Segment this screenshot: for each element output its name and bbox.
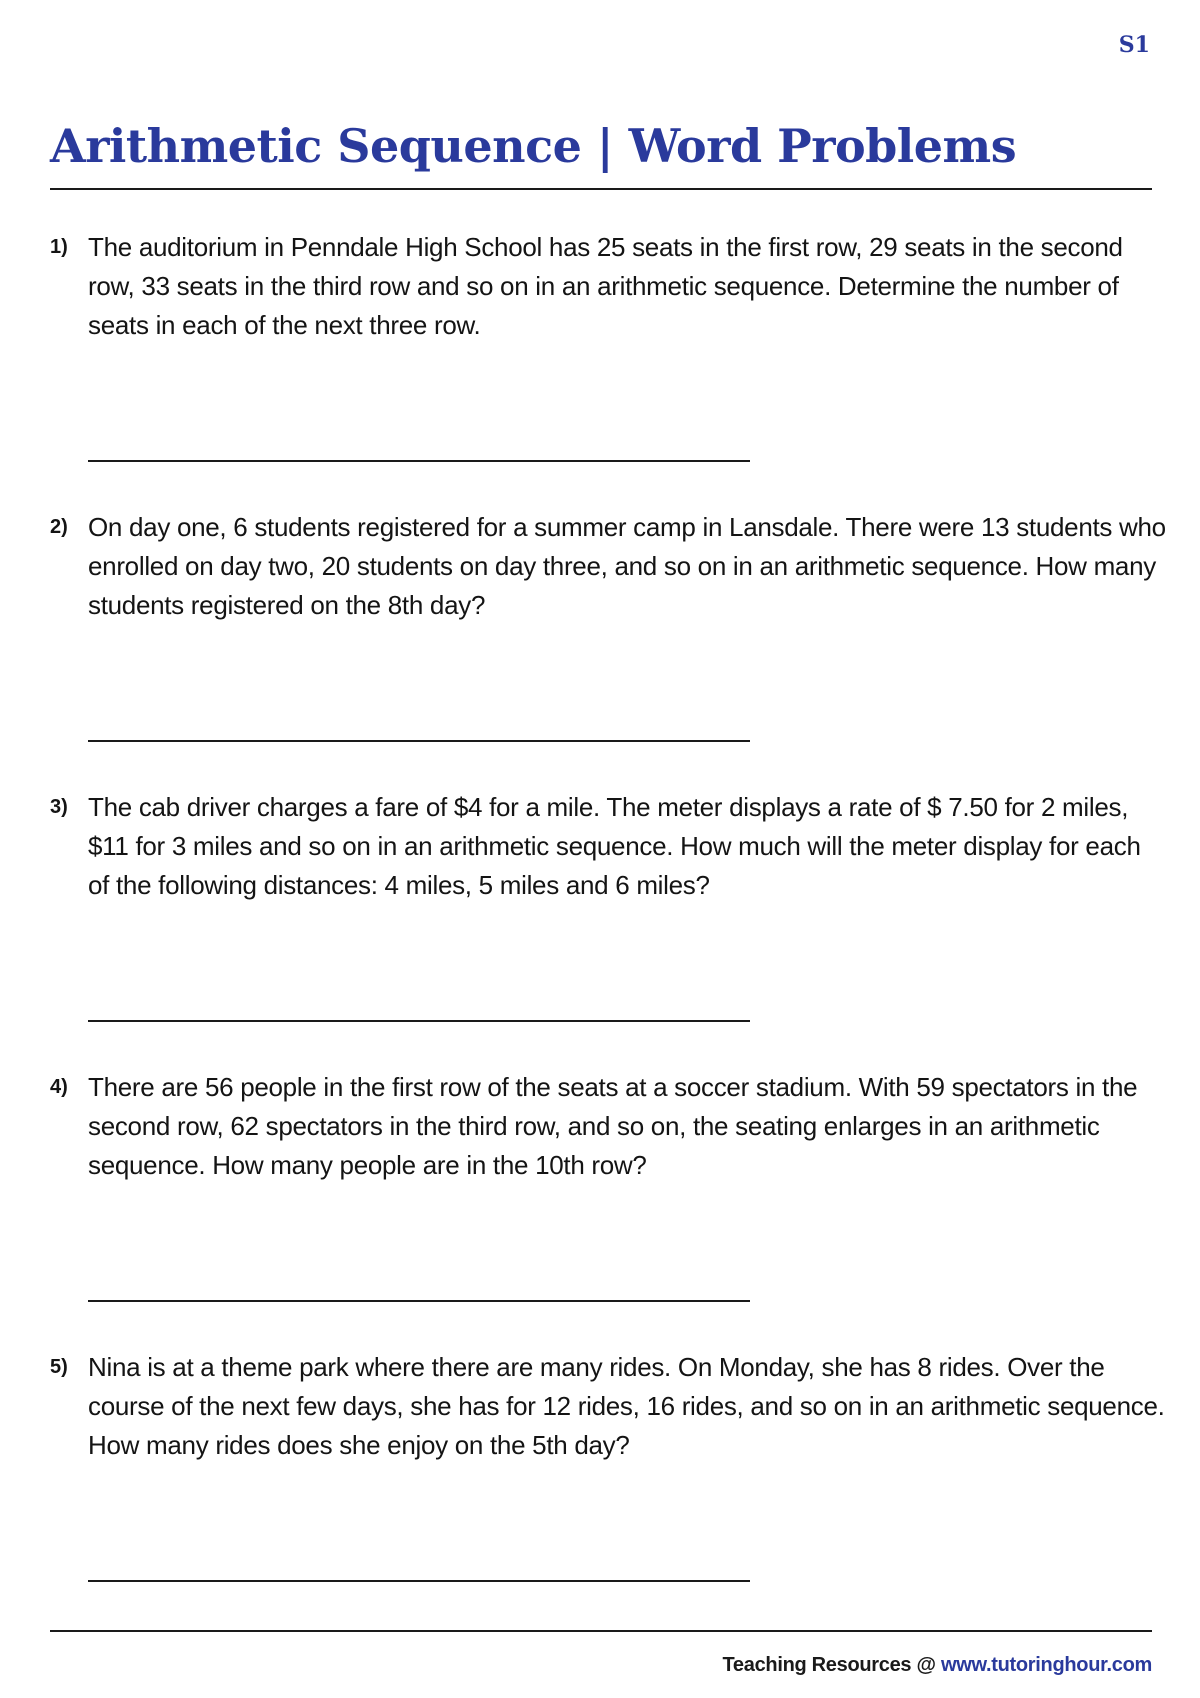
title-divider — [50, 188, 1152, 190]
footer — [723, 1654, 1153, 1677]
footer-divider — [50, 1630, 1152, 1632]
answer-line-3[interactable] — [88, 1020, 750, 1022]
problem-number: 3) — [50, 796, 68, 818]
problem-number: 4) — [50, 1076, 68, 1098]
page-title: Arithmetic Sequence | Word Problems — [50, 119, 1017, 173]
sheet-code: S1 — [1118, 32, 1150, 58]
problem-number: 1) — [50, 236, 68, 258]
footer-site-link[interactable]: www.tutoringhour.com — [940, 1654, 1152, 1676]
problem-text: Nina is at a theme park where there are many rides. On Monday, she has 8 rides. Over the course of the next few days, she has for 12 rides, 16 rides, and so on in an arithmetic sequence. How many rides does she enjoy on the 5th day? — [88, 1352, 1165, 1460]
answer-line-1[interactable] — [88, 460, 750, 462]
problem-number: 5) — [50, 1356, 68, 1378]
answer-line-5[interactable] — [88, 1580, 750, 1582]
problem-text: On day one, 6 students registered for a summer camp in Lansdale. There were 13 students who enrolled on day two, 20 students on day three, and so on in an arithmetic sequence. How many students registered on the 8th day? — [88, 512, 1166, 620]
answer-line-4[interactable] — [88, 1300, 750, 1302]
answer-line-2[interactable] — [88, 740, 750, 742]
footer-label: Teaching Resources @ — [722, 1654, 941, 1676]
problem-number: 2) — [50, 516, 68, 538]
problem-text: The cab driver charges a fare of $4 for a mile. The meter displays a rate of $ 7.50 for 2 miles, $11 for 3 miles and so on in an arithmetic sequence. How much will the meter display for each of the following distances: 4 miles, 5 miles and 6 miles? — [88, 792, 1141, 900]
problem-text: There are 56 people in the first row of the seats at a soccer stadium. With 59 spectators in the second row, 62 spectators in the third row, and so on, the seating enlarges in an arithmetic sequence. How many people are in the 10th row? — [88, 1072, 1138, 1180]
problem-text: The auditorium in Penndale High School has 25 seats in the first row, 29 seats in the second row, 33 seats in the third row and so on in an arithmetic sequence. Determine the number of seats in each of the next three row. — [88, 232, 1123, 340]
